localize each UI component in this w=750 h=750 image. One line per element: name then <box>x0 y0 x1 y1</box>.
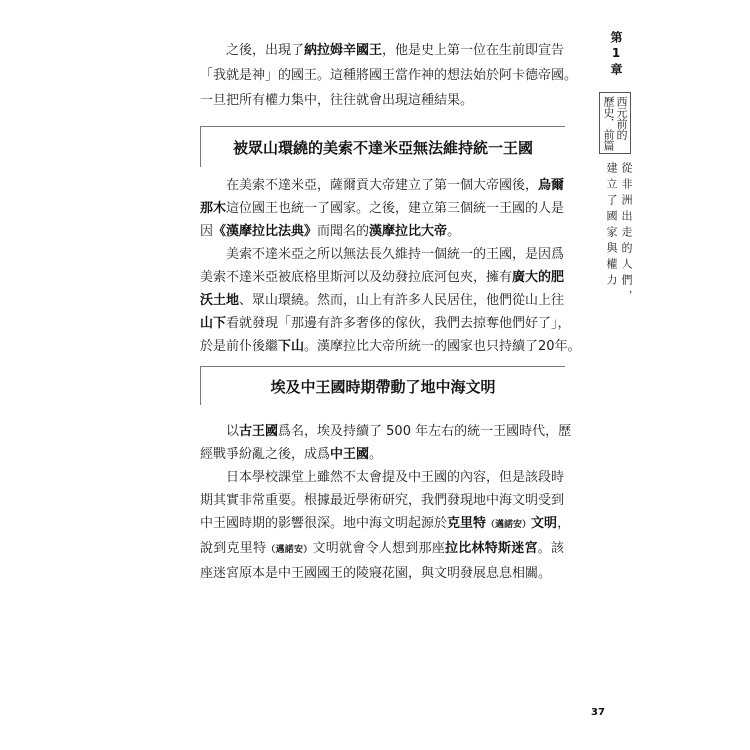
text-line <box>200 88 564 113</box>
paragraph <box>200 174 564 243</box>
emphasis-term: 烏爾 <box>538 178 565 193</box>
text-segment: ， <box>557 516 571 531</box>
text-line <box>200 243 564 266</box>
part-title-line: 歷史．前篇 <box>602 96 615 151</box>
chapter-section-title <box>604 162 634 306</box>
text-segment: 說到克里特 <box>200 541 267 556</box>
text-line <box>200 63 578 88</box>
page-number: 37 <box>591 707 605 718</box>
text-segment: 這位國王也統一了國家。之後，建立第三個統一王國的人是 <box>226 201 565 216</box>
emphasis-term: 《漢摩拉比法典》 <box>213 224 318 239</box>
text-line <box>200 562 564 585</box>
text-segment: 。 <box>447 224 461 239</box>
text-segment: 座迷宮原本是中王國國王的陵寢花園，與文明發展息息相關。 <box>200 566 552 581</box>
text-segment: ，他是史上第一位在生前即宣告 <box>382 43 565 58</box>
emphasis-term: 那木 <box>200 201 227 216</box>
intro-paragraph <box>200 38 578 113</box>
section-heading-text: 被眾山環繞的美索不達米亞無法維持統一王國 <box>232 138 533 157</box>
annotation-text: （邁諾安） <box>486 520 532 530</box>
text-line <box>200 443 564 466</box>
text-line <box>200 289 564 312</box>
text-segment: 而聞名的 <box>317 224 370 239</box>
part-title <box>600 93 630 154</box>
text-line <box>200 335 581 358</box>
text-line <box>200 420 572 443</box>
text-segment: 文明就會令人想到那座 <box>312 541 445 556</box>
text-segment: 以 <box>226 424 240 439</box>
text-line <box>200 512 571 537</box>
text-line <box>200 466 564 489</box>
text-line <box>200 489 564 512</box>
emphasis-term: 拉比林特斯迷宮 <box>444 541 538 556</box>
text-segment: 。漢摩拉比大帝所統一的國家也只持續了20年。 <box>304 339 581 354</box>
text-segment: 美索不達米亞被底格里斯河以及幼發拉底河包夾，擁有 <box>200 270 513 285</box>
emphasis-term: 下山 <box>278 339 305 354</box>
text-segment: 因 <box>200 224 214 239</box>
text-line <box>200 174 564 197</box>
emphasis-term: 廣大的肥 <box>512 270 565 285</box>
text-segment: 經戰爭紛亂之後，成爲 <box>200 447 331 462</box>
text-segment: 於是前仆後繼 <box>200 339 279 354</box>
section-body <box>200 174 581 358</box>
paragraph <box>200 466 571 585</box>
emphasis-term: 中王國 <box>330 447 370 462</box>
emphasis-term: 古王國 <box>239 424 279 439</box>
emphasis-term: 克里特 <box>447 516 487 531</box>
text-line <box>200 38 564 63</box>
part-title-box <box>599 92 631 154</box>
emphasis-term: 漢摩拉比大帝 <box>369 224 448 239</box>
text-segment: 、眾山環繞。然而，山上有許多人民居住，他們從山上往 <box>239 293 565 308</box>
text-segment: 爲名，埃及持續了 500 年左右的統一王國時代，歷 <box>278 424 572 439</box>
emphasis-term: 沃土地 <box>200 293 240 308</box>
section-heading <box>200 366 565 405</box>
text-segment: 。該 <box>537 541 564 556</box>
text-line <box>200 197 564 220</box>
text-segment: 一旦把所有權力集中，往往就會出現這種結果。 <box>200 93 474 108</box>
section-body <box>200 420 572 585</box>
section-title-line: 建立了國家與權力 <box>605 162 618 290</box>
section-heading-text: 埃及中王國時期帶動了地中海文明 <box>270 377 496 396</box>
text-segment: 。 <box>369 447 383 462</box>
text-segment: 「我就是神」的國王。這種將國王當作神的想法始於阿卡德帝國。 <box>200 68 578 83</box>
paragraph <box>200 243 581 358</box>
emphasis-term: 文明 <box>531 516 558 531</box>
text-segment: 日本學校課堂上雖然不太會提及中王國的內容，但是該段時 <box>226 470 565 485</box>
text-segment: 之後，出現了 <box>226 43 305 58</box>
text-line <box>200 266 564 289</box>
section-title-line: 從非洲出走的人們， <box>620 162 633 306</box>
text-line <box>200 312 571 335</box>
chapter-label: 第1章 <box>609 31 623 78</box>
section-heading <box>200 126 565 167</box>
annotation-text: （邁諾安） <box>266 545 313 555</box>
emphasis-term: 納拉姆辛國王 <box>304 43 383 58</box>
text-line <box>200 220 564 243</box>
part-title-line: 西元前的 <box>615 96 628 140</box>
text-segment: 期其實非常重要。根據最近學術研究，我們發現地中海文明受到 <box>200 493 565 508</box>
text-segment: 在美索不達米亞，薩爾貢大帝建立了第一個大帝國後， <box>226 178 539 193</box>
text-segment: 中王國時期的影響很深。地中海文明起源於 <box>200 516 448 531</box>
text-line <box>200 537 564 562</box>
emphasis-term: 山下 <box>200 316 227 331</box>
paragraph <box>200 420 572 466</box>
text-segment: 看就發現「那邊有許多奢侈的傢伙，我們去掠奪他們好了」， <box>226 316 571 331</box>
text-segment: 美索不達米亞之所以無法長久維持一個統一的王國，是因爲 <box>226 247 565 262</box>
